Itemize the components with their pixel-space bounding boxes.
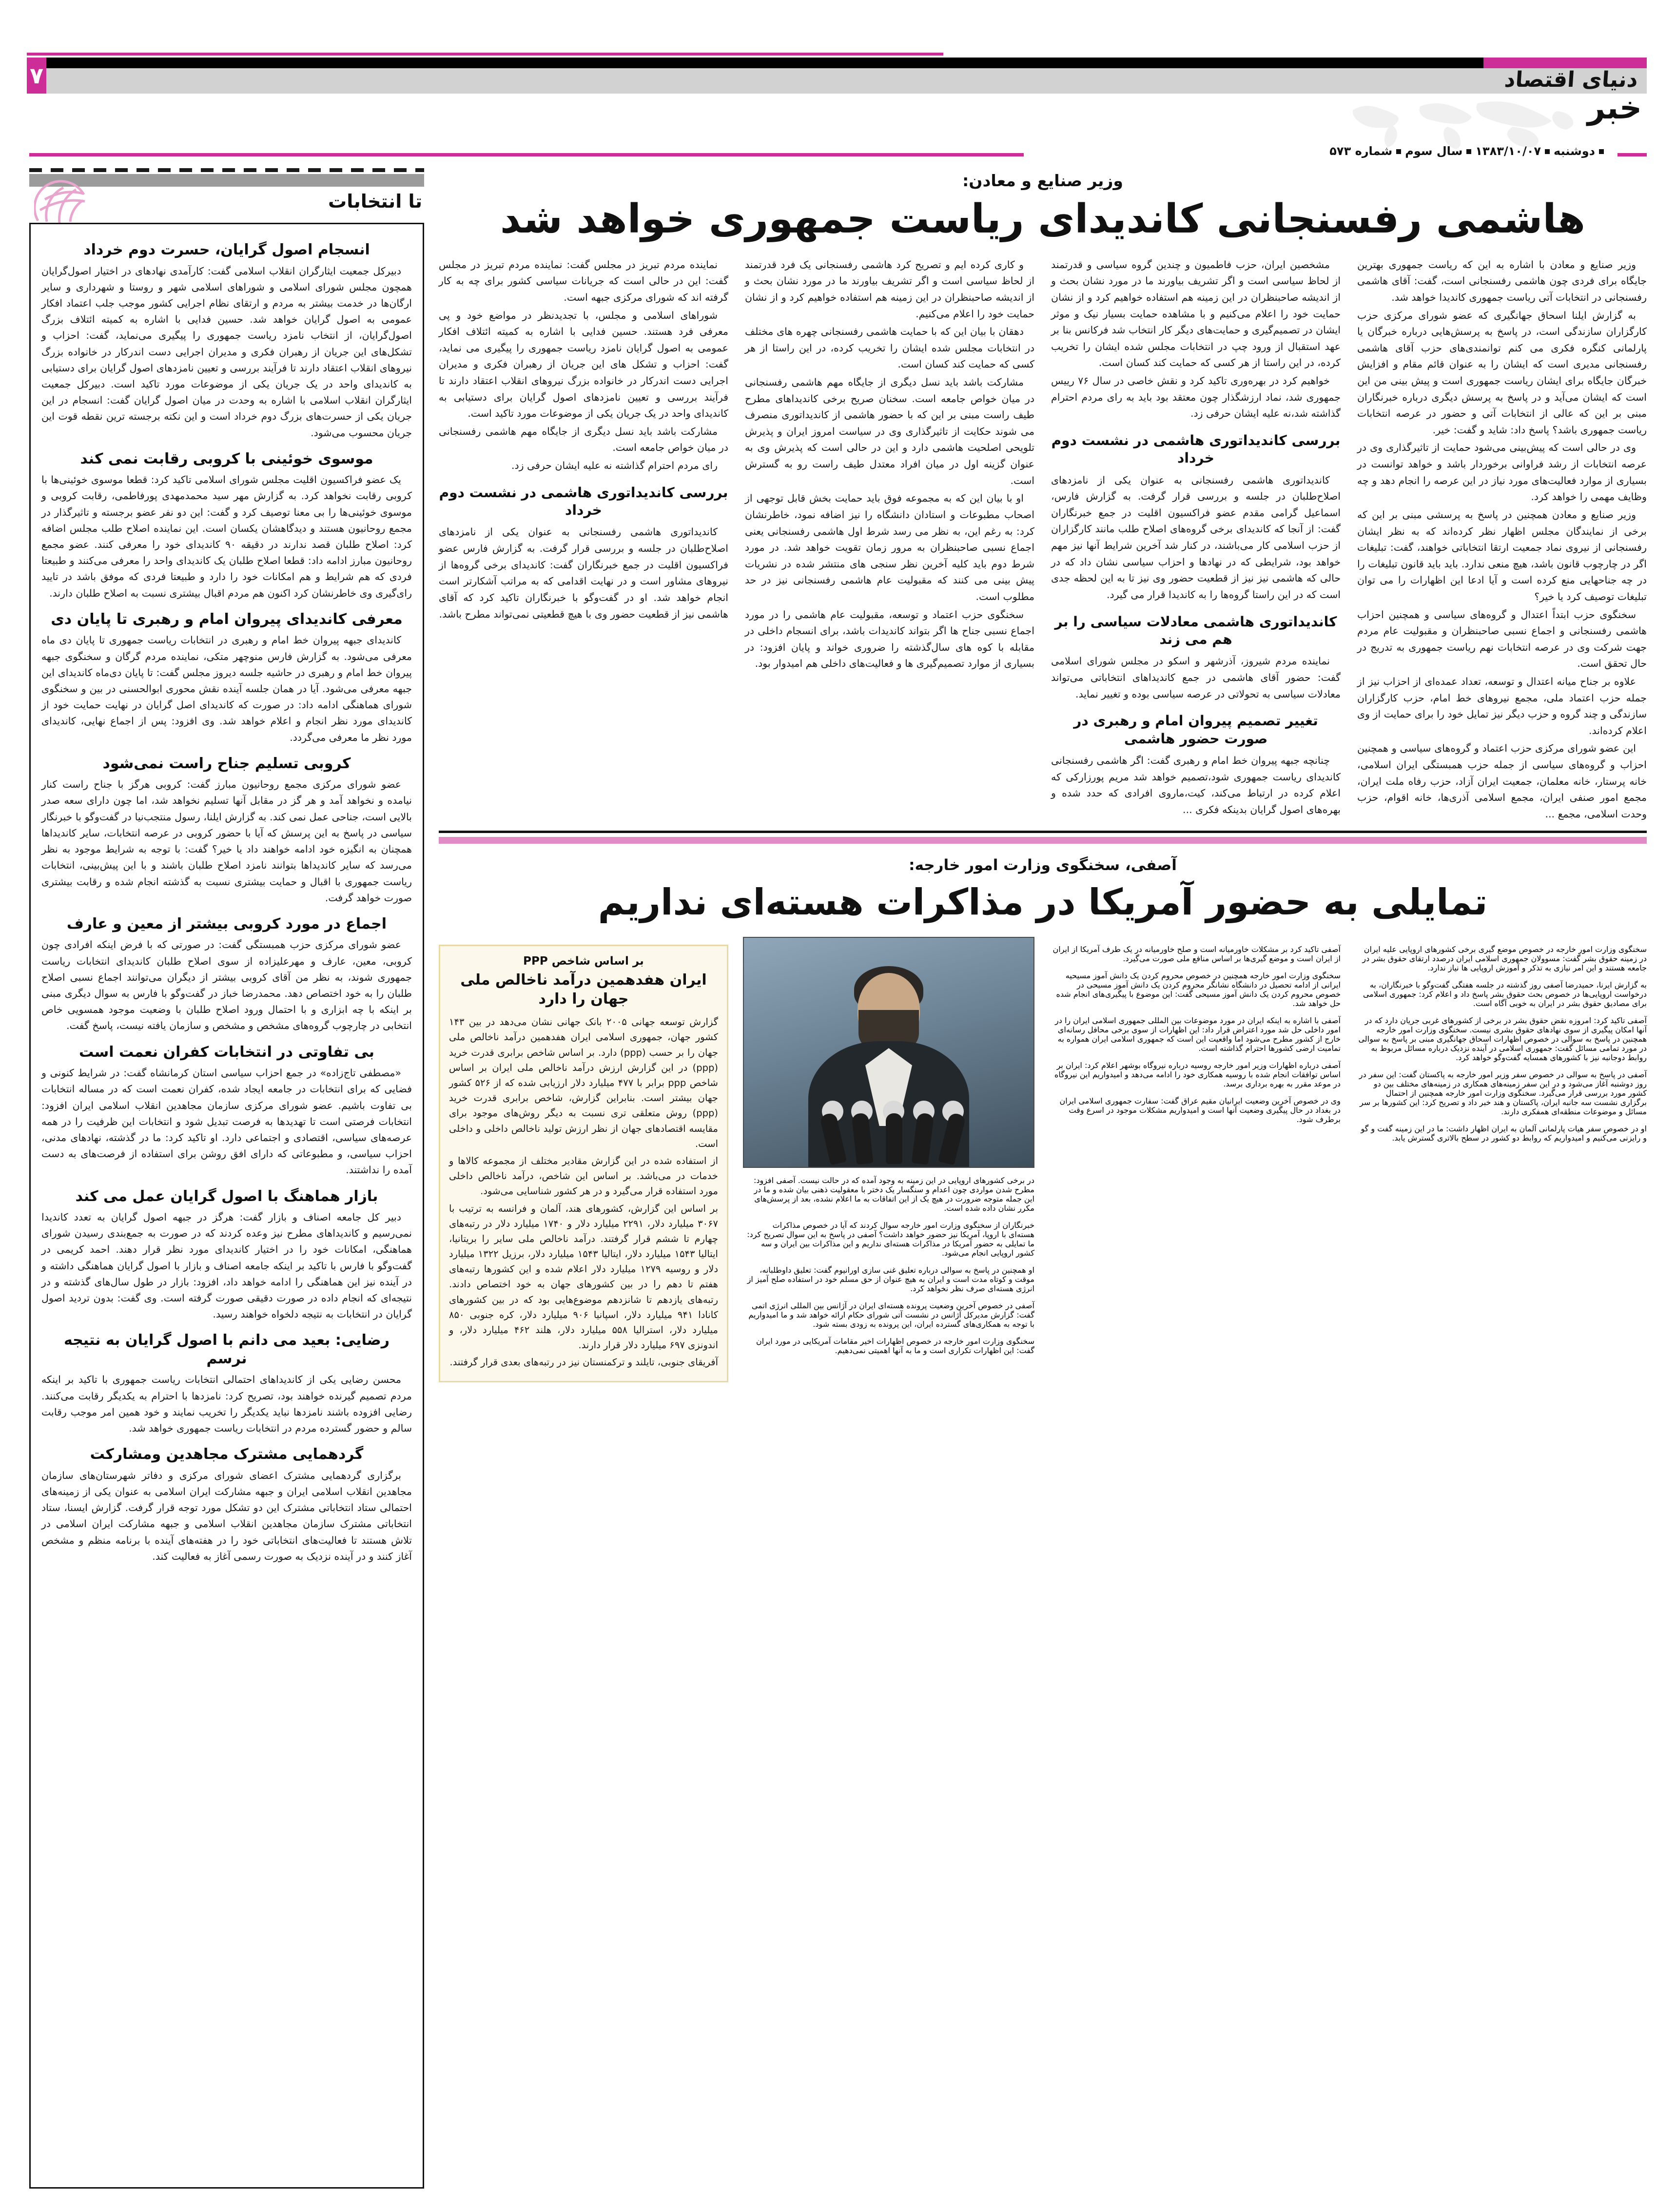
dateline-date: ۱۳۸۳/۱۰/۰۷ (1475, 144, 1541, 158)
sidebar-article-body: محسن رضایی یکی از کاندیداهای احتمالی انتخابات ریاست جمهوری با تاکید بر اینکه مردم تصمیم گیرنده خواهند بود، تصریح کرد: نامزدها با احترام به یکدیگر رقابت می‌کنند. رضایی افزوده باشند نامزدها نباید یکدیگر را تخریب نمایند و خود همین امر موجب رقابت سالم و حضور گسترده مردم در انتخابات ریاست جمهوری خواهد شد. (41, 1374, 412, 1435)
paragraph: سخنگوی وزارت امور خارجه در خصوص موضع گیری برخی کشورهای اروپایی علیه ایران در زمینه حقوق بشر گفت: مسوولان جمهوری اسلامی ایران درصدد ارتقای حقوق بشر در جامعه هستند و این امر نیازی به تذکر و آموزش اروپایی ها نیاز ندارد. (1362, 945, 1647, 973)
masthead-black-bar (29, 58, 1483, 68)
paragraph: وزیر صنایع و معادن همچنین در پاسخ به پرسشی مبنی بر این که برخی از نمایندگان مجلس اظهار نظر کرده‌اند که به نظر ایشان رفسنجانی از نیروی نماد جمعیت ارتقا انتخاباتی خواهند، گفت: تبلیغات اگر در چارچوب قانون باشد، هیچ منعی ندارد. باید باید قانون تبلیغات را در چه جناحهایی منع کرده است و آیا ادعا این اظهارات را می توان تبلیغات توصیف کرد یا خیر؟ (1357, 508, 1647, 602)
paragraph: نماینده مردم تبریز در مجلس گفت: نماینده مردم تبریز در مجلس گفت: این در حالی است که جریانات سیاسی کشور برای چه به کار گرفته اند که شورای مرکزی جبهه است. (439, 258, 728, 303)
sidebar-article-body: عضو شورای مرکزی حزب همبستگی گفت: در صورتی که با فرض اینکه افرادی چون کروبی، معین، عارف و مهرعلیزاده از سوی اصلاح طلبان کاندیدای انتخابات ریاست جمهوری شوند، به نظر من آقای کروبی بیشتر از دیگران می‌توانند اجماع نسبی اصلاح طلبان را به خود اختصاص دهد. محمدرضا خباز در گفت‌وگو با فارس به سوال دیگری مبنی بر اینکه با چه ابزاری و با احتمال ورود اصلاح طلبان با وضعیت موجود همسویی خاص انتخابی در چارچوب گروه‌های مشخص و مشخص و سازمان یافته نیست، پاسخ گفت. (41, 939, 412, 1032)
main-content (439, 168, 1647, 2193)
paragraph: آفریقای جنوبی، تایلند و ترکمنستان نیز در رتبه‌های بعدی قرار گرفتند. (449, 1357, 718, 1368)
secondary-column-1 (1357, 937, 1647, 1382)
paragraph: وزیر صنایع و معادن با اشاره به این که ریاست جمهوری بهترین جایگاه برای فردی چون هاشمی رفسنجانی است، گفت: آقای هاشمی رفسنجانی در انتخابات آتی ریاست جمهوری کاندیدا خواهد شد. (1357, 258, 1647, 303)
paragraph: آصفی با اشاره به اینکه ایران در مورد موضوعات بین المللی جمهوری اسلامی ایران را در امور داخلی حل شد مورد اعتراض قرار داد: این اظهارات از سوی برخی محافل رسانه‌ای خارج از کشور مطرح می‌شود اما واقعیت این است که جمهوری اسلامی ایران همواره به تمامیت ارضی کشورها احترام گذاشته است. (1055, 1016, 1341, 1053)
dateline-rule-left (29, 153, 1024, 156)
sidebar-title: تا انتخابات (328, 191, 422, 212)
story-separator-accent (439, 837, 1647, 844)
sidebar-article[interactable] (41, 1445, 412, 1565)
page-section-title: خبر (1587, 90, 1642, 126)
lead-subhead: بررسی کاندیداتوری هاشمی در نشست دوم خرداد (439, 484, 728, 519)
sidebar-article-headline: معرفی کاندیدای پیروان امام و رهبری تا پایان دی (51, 610, 403, 628)
masthead-grey-bar (29, 68, 1647, 94)
sidebar-article-headline: بی تفاوتی در انتخابات کفران نعمت است (79, 1043, 374, 1061)
sidebar-article-body: عضو شورای مرکزی مجمع روحانیون مبارز گفت: کروبی هرگز با جناح راست کنار نیامده و نخواهد آمد و هر گز در مقابل آنها تسلیم نخواهد شد، اما چون دارای سعه صدر بالایی است، جناحی عمل نمی کند. به گزارش ایلنا، رسول منتجب‌نیا در گفت‌وگو با خبرنگار سیاسی در پاسخ به این پرسش که آیا با حضور کروبی در عرصه انتخابات، سایر کاندیداها همچنان به انگیزه خود ادامه خواهند داد یا خیر؟ گفت: با توجه به شرایط موجود به نظر می‌رسد که سایر کاندیداها بتوانند نامزد اصلاح طلبان باشند و با این پیش‌بینی، انتخابات ریاست جمهوری با اقبال و حمایت بیشتری نسبت به گذشته انجام شده و رقابت بیشتری صورت خواهد گرفت. (41, 778, 412, 904)
paragraph: آصفی تاکید کرد: امروزه نقض حقوق بشر در برخی از کشورهای غربی جریان دارد که در آنها امکان پیگیری از سوی نهادهای حقوق بشری نیست. سخنگوی وزارت امور خارجه همچنین در پاسخ به سوالی در خصوص اظهارات اسحاق جهانگیری مبنی بر پاسخ به سوالی در مورد تمامی مسائل گفت: جمهوری اسلامی در آینده نزدیک درباره مسائل مربوط به روابط دوجانبه نیز با کشورهای همسایه گفت‌وگو خواهد کرد. (1358, 1016, 1647, 1063)
masthead-accent-bar (1483, 58, 1647, 68)
sidebar-article[interactable] (41, 1043, 412, 1179)
paragraph: آصفی در پاسخ به سوالی در خصوص سفر وزیر امور خارجه به پاکستان گفت: این سفر در روز دوشنبه آغاز می‌شود و در این سفر زمینه‌های همکاری در زمینه‌های مختلف بین دو کشور مورد بررسی قرار می‌گیرد. سخنگوی وزارت امور خارجه همچنین از احتمال برگزاری نشست سه جانبه ایران، پاکستان و هند خبر داد و تصریح کرد: این کشورها بر سر مسائل و موضوعات منطقه‌ای همفکری دارند. (1359, 1070, 1647, 1117)
page-body (29, 168, 1647, 2193)
paragraph: سخنگوی حزب ابتداً اعتدال و گروه‌های سیاسی و همچنین احزاب هاشمی رفسنجانی و اجماع نسبی صاحبنظران و مقبولیت عام مردم جهت شرکت وی در عرصه انتخابات نهم ریاست جمهوری به تدریج در حال تحقق است. (1357, 608, 1647, 670)
paragraph: خبرنگاران از سخنگوی وزارت امور خارجه سوال کردند که آیا در خصوص مذاکرات هسته‌ای با اروپا، آمریکا نیز حضور خواهد داشت؟ آصفی در پاسخ به این سوال تصریح کرد: ما تمایلی به حضور آمریکا در مذاکرات هسته‌ای نداریم و این مذاکرات بین ایران و سه کشور اروپایی انجام می‌شود. (747, 1221, 1034, 1258)
lead-column-2 (1051, 257, 1341, 824)
paragraph: کاندیداتوری هاشمی رفسنجانی به عنوان یکی از نامزدهای اصلاح‌طلبان در جلسه و بررسی قرار گرفت. به گزارش فارس، اسماعیل گرامی مقدم عضو فراکسیون اقلیت در جمع خبرنگاران گفت: از آنجا که کاندیدای برخی گروه‌های اصلاح طلب مانند کارگزاران از حزب اسلامی کار می‌باشند، در کنار شد آخرین شرایط آنها نیز مهم خواهد بود، شرایطی که در نهادها و احزاب سیاسی نشان داد که در حالی که هاشمی نیز نیز از قطعیت حضور وی نیز تا به این لحظه جدی است که در این راستا گروه‌ها را به کاندیدا قرار می گیرد. (1051, 474, 1341, 601)
paragraph: نماینده مردم شیروز، آذرشهر و اسکو در مجلس شورای اسلامی گفت: حضور آقای هاشمی در جمع کاندیداهای انتخاباتی می‌تواند معادلات سیاسی به تحولاتی در عرصه سیاسی بوده و تغییر نماید. (1051, 655, 1341, 700)
lead-story-kicker: وزیر صنایع و معادن: (962, 171, 1123, 190)
paragraph: او با بیان این که به مجموعه فوق باید حمایت بخش قابل توجهی از اصحاب مطبوعات و استادان دانشگاه را نیز اضافه نمود، خاطرنشان کرد: به رغم این، به نظر می رسد شرط اول هاشمی رفسنجانی یعنی اجماع نسبی صاحبنظران به مرور زمان تقویت خواهد شد. در مورد شرط دوم باید کلیه آخرین نظر سنجی های منتشر شده در نشریات پیش بینی می کنند که مقبولیت عام هاشمی رفسنجانی نیز در حد مطلوب است. (745, 492, 1034, 602)
lead-column-3 (745, 257, 1034, 824)
boxed-article-headline: ایران هفدهمین درآمد ناخالص ملی جهان را دارد (460, 971, 707, 1008)
dateline (29, 146, 1647, 161)
paragraph: دهقان با بیان این که با حمایت هاشمی رفسنجانی چهره های مختلف در انتخابات مجلس شده ایشان را تخریب کرده، در این راستا از هر کسی که حمایت کند کسان است. (745, 326, 1034, 370)
page-number: ۷ (29, 62, 44, 89)
secondary-story-columns (439, 937, 1647, 1382)
secondary-story[interactable] (439, 856, 1647, 1382)
sidebar-dashed-rule (29, 168, 424, 172)
paragraph: سخنگوی حزب اعتماد و توسعه، مقبولیت عام هاشمی را در مورد اجماع نسبی جناح ها اگر بتواند کاندیدات باشد، برای انسجام داخلی در مقابله با کوه های سال‌گذشته را ضروری خواند و پایان افزود: در بسیاری از موارد تصمیم‌گیری ها و فعالیت‌های داخلی هم امیدوار بود. (745, 608, 1034, 670)
boxed-article[interactable] (439, 945, 728, 1382)
press-conference-photo (743, 937, 1034, 1168)
paragraph: آصفی در خصوص آخرین وضعیت پرونده هسته‌ای ایران در آژانس بین المللی انرژی اتمی گفت: گزارش مدیرکل آژانس در نشست آتی شورای حکام ارائه خواهد شد و ما امیدواریم با توجه به همکاری‌های گسترده ایران، این پرونده به زودی بسته شود. (748, 1301, 1034, 1329)
dateline-day: دوشنبه (1554, 144, 1595, 158)
paragraph: بر اساس این گزارش، کشورهای هند، آلمان و فرانسه به ترتیب با ۳۰۶۷ میلیارد دلار، ۲۲۹۱ میلیارد دلار و ۱۷۴۰ میلیارد دلار در رتبه‌های چهارم تا ششم قرار گرفتند. درآمد ناخالص ملی سایر را بریتانیا، ایتالیا ۱۵۴۳ میلیارد دلار، ایتالیا ۱۵۴۳ میلیارد دلار، برزیل ۱۳۲۲ میلیارد دلار و روسیه ۱۲۷۹ میلیارد دلار اعلام شده و این کشورها رتبه‌های هفتم تا دهم را در بین کشورهای جهان به خود اختصاص دادند. رتبه‌های یازدهم تا شانزدهم موضوع‌هایی بود که در بین کشورهای کانادا ۹۴۱ میلیارد دلار، اسپانیا ۹۰۶ میلیارد دلار، کره جنوبی ۸۵۰ میلیارد دلار، استرالیا ۵۵۸ میلیارد دلار، هلند ۴۶۲ میلیارد دلار، و اندونزی ۶۹۷ میلیارد دلار قرار دارند. (449, 1203, 719, 1351)
secondary-column-4 (439, 937, 728, 1382)
paragraph: به گزارش ایلنا اسحاق جهانگیری که عضو شورای مرکزی حزب کارگزاران سازندگی است، در پاسخ به پرسش‌هایی درباره خبرگان یا پارلمانی کنگره فکری می کنم توانمندی‌های حزب آقای هاشمی رفسنجانی مدیری است که ایشان را به عنوان قائم مقام و افزایش خبرگان جایگاه برای ایشان ریاست جمهوری است و پیش بینی من این است که ایشان می‌آید و در پاسخ به پرسش دیگری درباره خبرنگاران مبنی بر این که عالی از انتخابات آتی و حضور در عرصه انتخابات ریاست جمهوری باشد؟ پاسخ داد: شاید و گفت: خیر. (1357, 309, 1647, 436)
dateline-rule-right (1618, 153, 1647, 156)
sidebar-article-headline: رضایی: بعید می دانم با اصول گرایان به نتیجه نرسم (63, 1332, 390, 1367)
sidebar-article-body: دبیرکل جمعیت ایثارگران انقلاب اسلامی گفت: کارآمدی نهادهای در اختیار اصول‌گرایان همچون مجلس شورای اسلامی و شوراهای اسلامی شهر و روستا و شهرداری و سایر ارگان‌ها در خدمت بیشتر به مردم و ارتقای نظام اجرایی کشور موجب جلب اعتماد افکار عمومی به اصول گرایان خواهد شد. حسین فدایی با اشاره به کمیته ائتلاف بزرگ اصول‌گرایان، از انتخاب نامزد ریاست جمهوری را پیگیری می‌نماید، گفت: احزاب و تشکل‌های این جریان از رهبران فکری و مدیران اجرایی دست اندرکار در خانواده بزرگ نیروهای انقلاب اعتقاد دارند تا فرآیند بررسی و تعیین نامزدهای اصول گرایان برای دستیابی به کاندیدای واحد در یک جریان یکی از موضوعات مورد تاکید است. دبیرکل جمعیت ایثارگران انقلاب اسلامی با اشاره به وحدت در میان اصول گرایان گفت: انسجام در این جریان یکی از حسرت‌های بزرگ دوم خرداد است و این نکته برجسته ترین نقطه قوت این جریان محسوب می‌شود. (41, 265, 412, 439)
paragraph: گزارش توسعه جهانی ۲۰۰۵ بانک جهانی نشان می‌دهد در بین ۱۴۳ کشور جهان، جمهوری اسلامی ایران هفدهمین درآمد ناخالص ملی جهان را بر حسب (ppp) دارد. بر اساس شاخص برابری قدرت خرید (ppp) در این گزارش ارزش درآمد ناخالص ملی ایران بر اساس شاخص ppp برابر با ۴۷۷ میلیارد دلار ارزیابی شده که از ۵۲۶ کشور جهان بیشتر است. بنابراین گزارش، شاخص برابری قدرت خرید (ppp) روش متعلقی تری نسبت به دیگر روش‌های موجود برای مقایسه اقتصادهای جهان از نظر ارزش تولید ناخالص داخلی و داخلی است. (449, 1016, 719, 1149)
paragraph: او در خصوص سفر هیات پارلمانی آلمان به ایران اظهار داشت: ما در این زمینه گفت و گو و رایزنی می‌کنیم و امیدواریم که روابط دو کشور در سطح بالاتری گسترش یابد. (1361, 1124, 1647, 1143)
sidebar-article[interactable] (41, 915, 412, 1034)
paragraph: به گزارش ایرنا، حمیدرضا آصفی روز گذشته در جلسه هفتگی گفت‌وگو با خبرنگاران، به درخواست اروپایی‌ها در خصوص بحث حقوق بشر پاسخ داد و اعلام کرد: جمهوری اسلامی برای مصادیق حقوق بشر در ایران به خوبی آگاه است. (1363, 980, 1647, 1009)
secondary-column-2 (1051, 937, 1341, 1382)
dateline-year: سال سوم (1405, 144, 1463, 158)
lead-column-1 (1357, 257, 1647, 824)
sidebar-article[interactable] (41, 241, 412, 441)
paragraph: خواهیم کرد در بهره‌وری تاکید کرد و نقش خاصی در سال ۷۶ رییس جمهوری شد، نماد ارزشگذار چون معتقد بود باید به رای مردم احترام گذاشته شد،نه علیه ایشان حرفی زد. (1051, 375, 1341, 420)
sidebar-article-body: یک عضو فراکسیون اقلیت مجلس شورای اسلامی تاکید کرد: قطعا موسوی خوئینی‌ها با کروبی رقابت نخواهد کرد. به گزارش مهر سید محمدمهدی پورفاطمی، رقابت کروبی و موسوی خوئینی‌ها را بی معنا توصیف کرد و گفت: این دو نفر عضو برجسته و تاثیرگذار در مجمع روحانیون هستند و دیدگاهشان یکسان است. این نماینده اصلاح طلب مجلس اضافه کرد: اصلاح طلبان قصد ندارند در دقیقه ۹۰ کاندیدای خود را معرفی کنند. عضو مجمع روحانیون مبارز ادامه داد: قطعا اصلاح طلبان یک کاندیدای واحد را معرفی می‌کنند و طبیعتا فردی که هم شرایط و هم امکانات خود را دارد و طبیعتا فردی که موفق باشد در تایید رای‌گیری وی خاطرنشان کرد اکنون هم مردم اقبال بیشتری نسبت به اصلاح طلبان دارند. (41, 474, 412, 599)
sidebar-article[interactable] (41, 755, 412, 906)
paragraph: رای مردم احترام گذاشته نه علیه ایشان حرفی زد. (511, 460, 718, 472)
paragraph: از استفاده شده در این گزارش مقادیر مختلف از مجموعه کالاها و خدمات در می‌باشد. بر اساس این شاخص، درآمد ناخالص داخلی مورد استفاده قرار می‌گیرد و در هر کشور شناسایی می‌شود. (449, 1155, 718, 1197)
paragraph: آصفی درباره اظهارات وزیر امور خارجه روسیه درباره نیروگاه بوشهر اعلام کرد: ایران بر اساس توافقات انجام شده با روسیه همکاری خود را ادامه می‌دهد و امیدواریم این نیروگاه در موعد مقرر به بهره برداری برسد. (1054, 1061, 1341, 1089)
lead-story-columns (439, 257, 1647, 824)
masthead (0, 58, 1676, 99)
paragraph: سخنگوی وزارت امور خارجه در خصوص اظهارات اخیر مقامات آمریکایی در مورد ایران گفت: این اظهارات تکراری است و ما به آنها اهمیتی نمی‌دهیم. (756, 1337, 1034, 1356)
sidebar-article[interactable] (41, 1187, 412, 1323)
lead-subhead: کاندیداتوری هاشمی معادلات سیاسی را بر هم می زند (1054, 613, 1337, 647)
dateline-issue: شماره ۵۷۳ (1329, 144, 1393, 158)
sidebar-article[interactable] (41, 450, 412, 602)
paragraph: این عضو شورای مرکزی حزب اعتماد و گروه‌های سیاسی و همچنین احزاب و گروه‌های سیاسی از جمله حزب همبستگی ایران اسلامی، خانه پرستار، خانه معلمان، جمعیت ایران آزاد، حزب رفاه ملت ایران، مجمع امور صنفی ایران، مجمع اسلامی آذری‌ها، خانه اقوام، حزب وحدت اسلامی، مجمع ... (1357, 742, 1647, 820)
lead-column-4 (439, 257, 728, 824)
sidebar-elections (29, 168, 424, 2193)
sidebar-article-headline: موسوی خوئینی با کروبی رقابت نمی کند (80, 450, 373, 467)
paragraph: علاوه بر جناح میانه اعتدال و توسعه، تعداد عمده‌ای از احزاب نیز از جمله حزب اعتماد ملی، مجمع نیروهای خط امام، حزب کارگزاران سازندگی و چند گروه و حزب دیگر نیز تمایل خود را برای حمایت از وی اعلام کرده‌اند. (1357, 675, 1647, 737)
paragraph: کاندیداتوری هاشمی رفسنجانی به عنوان یکی از نامزدهای اصلاح‌طلبان در جلسه و بررسی قرار گرفت. به گزارش فارس عضو فراکسیون اقلیت در جمع خبرنگاران گفت: کاندیدای برخی گروه‌ها از نیروهای مشاور است و در نهایت اقدامی که به مراتب آشکارتر است انجام خواهد شد. او در گفت‌وگو با خبرنگاران تاکید کرد که آقای هاشمی نیز از قطعیت حضور وی با هیچ قطعیتی نمی‌تواند مطرح باشد. (439, 526, 728, 620)
paragraph: مشخصین ایران، حزب فاطمیون و چندین گروه سیاسی و قدرتمند از لحاظ سیاسی است و اگر تشریف بیاورند ما در مورد نشان بحث و از اندیشه صاحبنظران در این زمینه هم استفاده خواهیم کرد و از نشان حمایت خود را اعلام می‌کنیم و با مشاهده حمایت بسیار نیک و موثر ایشان در تصمیم‌گیری و حمایت‌های دیگر کار انتخاب شد فرکانس بنا بر عهد استقبال از ورود چپ در انتخابات مجلس شده ایشان را تخریب کرده، در این راستا از هر کسی که حمایت کند کسان است. (1051, 258, 1341, 369)
page-number-badge (27, 58, 46, 94)
paragraph: شوراهای اسلامی و مجلس، با تجدیدنظر در مواضع خود و پی معرفی فرد هستند. حسین فدایی با اشاره به کمیته ائتلاف افکار عمومی به اصول گرایان نامزد ریاست جمهوری را پیگیری می نماید، گفت: احزاب و تشکل های این جریان از رهبران فکری و مدیران اجرایی دست اندرکار در خانواده بزرگ نیروهای انقلاب اعتقاد دارند تا فرآیند بررسی و تعیین نامزدهای اصول گرایان برای دستیابی به کاندیدای واحد در یک جریان یکی از موضوعات مورد تاکید است. (439, 309, 728, 420)
sidebar-article-body: برگزاری گردهمایی مشترک اعضای شورای مرکزی و دفاتر شهرستان‌های سازمان مجاهدین انقلاب اسلامی ایران و جبهه مشارکت ایران اسلامی به عنوان یکی از زمینه‌های احتمالی ستاد انتخاباتی مشترک این دو تشکل مورد توجه قرار گرفت. گزارش ایسنا، ستاد انتخاباتی مشترک سازمان مجاهدین انقلاب اسلامی و جبهه مشارکت ایران اسلامی در تلاش هستند تا فعالیت‌های انتخاباتی خود را در هفته‌های آینده با برنامه منظم و مشخص آغاز کنند و در آینده نزدیک به صورت رسمی آغاز به فعالیت کند. (41, 1469, 412, 1562)
paragraph: مشارکت باشد باید نسل دیگری از جایگاه مهم هاشمی رفسنجانی در میان خواص جامعه است. (439, 425, 728, 454)
sidebar-article-headline: کروبی تسلیم جناح راست نمی‌شود (102, 755, 351, 772)
sidebar-article-headline: اجماع در مورد کروبی بیشتر از معین و عارف (66, 915, 387, 932)
sidebar-article-body: «مصطفی تاج‌زاده» در جمع احزاب سیاسی استان کرمانشاه گفت: در شرایط کنونی و فضایی که برای انتخابات در جامعه ایجاد شده، کفران نعمت است که در مساله انتخابات بی تفاوت باشیم. عضو شورای مرکزی سازمان مجاهدین انقلاب اسلامی ایران افزود: انتخابات فرصتی است تا تهدیدها به فرصت تبدیل شود و انتخابات این ظرفیت را در همه عرصه‌های سیاسی، اقتصادی و اجتماعی دارد. او تاکید کرد: ما در گذشته، نهادهای مدنی، احزاب سیاسی، و مطبوعاتی که دارای افق روشن برای استفاده از فرصت‌های به دست آمده را نداشتند. (41, 1067, 412, 1176)
dateline-text (1329, 144, 1608, 158)
paragraph: مشارکت باشد باید نسل دیگری از جایگاه مهم هاشمی رفسنجانی در میان خواص جامعه است. سخنان صریح برخی کاندیداهای مطرح طیف راست مبنی بر این که با حضور هاشمی از کاندیداتوری منصرف می شوند حکایت از تاثیرگذاری وی در سیاست امروز ایران و پذیرش تلویحی اصلحیت هاشمی دارد و این در حالی است که پذیرش وی به عنوان گزینه اول در میان افراد معتدل طیف راست رو به گسترش است. (745, 376, 1034, 486)
paragraph: وی در خصوص آخرین وضعیت ایرانیان مقیم عراق گفت: سفارت جمهوری اسلامی ایران در بغداد در حال پیگیری وضعیت آنها است و امیدواریم مشکلات موجود در اسرع وقت برطرف شود. (1059, 1096, 1341, 1125)
lead-subhead: بررسی کاندیداتوری هاشمی در نشست دوم خرداد (1051, 432, 1341, 466)
sidebar-article-body: دبیر کل جامعه اصناف و بازار گفت: هرگز در جبهه اصول گرایان به تعدد کاندیدا نمی‌رسیم و کاندیداهای مطرح نیز وعده کردند که در صورت به جمع‌بندی رسیدن شورای هماهنگی، امکانات خود را در اختیار کاندیدای مورد نظر قرار دهند. احمد کریمی در گفت‌وگو با فارس با تاکید بر اینکه جامعه اصناف و بازار با اصول گرایان هماهنگی داشته و در آینده نیز این هماهنگی را ادامه خواهد داد، افزود: بازار در طول سال‌های گذشته و در نتیجه‌ای که انجام داده در صورت دقیقی صورت گرفته است. وی گفت: بدون تردید اصول گرایان در انتخابات به نتیجه دلخواه خواهند رسید. (41, 1211, 412, 1320)
lead-story[interactable] (439, 171, 1647, 833)
world-map-watermark (1347, 97, 1576, 150)
sidebar-article-headline: گردهمایی مشترک مجاهدین ومشارکت (90, 1446, 364, 1463)
sidebar-article-body: کاندیدای جبهه پیروان خط امام و رهبری در انتخابات ریاست جمهوری تا پایان دی ماه معرفی می‌شود. به گزارش فارس منوچهر متکی، نماینده مردم گرگان و سخنگوی جبهه پیروان خط امام و رهبری در حاشیه جلسه دیروز مجلس گفت: تا پایان دی‌ماه کاندیدای این جبهه معرفی می‌شود. آیا در همان جلسه آینده نقش محوری ابوالحسنی در بین و سخنگوی شورای هماهنگی ادامه داد: در صورت که کاندیدای اصل گرایان در نهایت حمایت خود از کاندیدای مورد نظر انجام و اعلام خواهد شد. وی افزود: پس از اجماع نهایی، کاندیدای مورد نظر ما معرفی می‌گردد. (41, 634, 412, 743)
paragraph: آصفی تاکید کرد بر مشکلات خاورمیانه است و صلح خاورمیانه در یک طرف آمریکا از ایران از ایران است و موضع گیری‌ها بر اساس منافع ملی صورت می‌گیرد. (1052, 945, 1341, 964)
lead-subhead: تغییر تصمیم پیروان امام و رهبری در صورت حضور هاشمی (1073, 713, 1318, 747)
sidebar-article-headline: بازار هماهنگ با اصول گرایان عمل می کند (75, 1187, 378, 1205)
sidebar-article[interactable] (41, 1331, 412, 1436)
lead-story-headline: هاشمی رفسنجانی کاندیدای ریاست جمهوری خواهد شد (500, 196, 1586, 242)
sidebar-article-box (29, 223, 424, 2189)
paragraph: و کاری کرده ایم و تصریح کرد هاشمی رفسنجانی یک فرد قدرتمند از لحاظ سیاسی است و اگر تشریف بیاورند ما در مورد نشان بحث و از اندیشه صاحبنظران در این زمینه هم استفاده خواهیم کرد و از نشان حمایت خود را اعلام می‌کنیم. (745, 258, 1034, 320)
globe-icon (34, 180, 88, 225)
paragraph: سخنگوی وزارت امور خارجه همچنین در خصوص محروم کردن یک دانش آموز مسیحیه ایرانی از ادامه تحصیل در دانشگاه نشانگر محروم کردن یک دانش آموز مسیحی در خصوص محروم کردن یک دانش آموز مسیحی گفت: این موضوع با پیگیری‌های انجام شده حل خواهد شد. (1056, 971, 1341, 1009)
boxed-article-kicker: بر اساس شاخص PPP (523, 955, 644, 968)
paragraph: چنانچه جبهه پیروان خط امام و رهبری گفت: اگر هاشمی رفسنجانی کاندیدای ریاست جمهوری شود،تصمیم خواهد شد مریم پورزارکی که اعلام کرده در ارتباط می‌کند، کیت،ماروی افرادی که حدد شده و بهره‌های اصول گرایان بدینکه فکری ... (1051, 754, 1341, 815)
secondary-column-3 (745, 937, 1034, 1382)
paragraph: در برخی کشورهای اروپایی در این زمینه به وجود آمده که در حالت نیست. آصفی افزود: مطرح شدن مواردی چون اعدام و سنگسار یک دختر با معقولیت ذهنی بیان شده و ما در این جمله متوجه ضرورت در هیچ یک از این اتفاقات به ما اعلام نشده، بعد از پرسش‌های مکرر نشان داده شده است. (753, 1176, 1034, 1213)
sidebar-grey-rule (29, 174, 424, 187)
sidebar-header (29, 187, 424, 223)
secondary-story-headline: تمایلی به حضور آمریکا در مذاکرات هسته‌ای نداریم (598, 881, 1488, 924)
secondary-story-kicker: آصفی، سخنگوی وزارت امور خارجه: (909, 856, 1177, 874)
brand-logo: دنیای اقتصاد (1503, 67, 1639, 92)
top-accent-rule (27, 53, 943, 56)
paragraph: وی در حالی است که پیش‌بینی می‌شود حمایت از تاثیرگذاری وی در عرصه انتخابات از رشد فراوانی برخوردار باشد و خواهد توانست در بسیاری از موارد فعالیت‌های مورد نیاز در این عرصه را انجام دهد و چه وظایف مهمی را خواهد کرد. (1357, 442, 1647, 503)
paragraph: او همچنین در پاسخ به سوالی درباره تعلیق غنی سازی اورانیوم گفت: تعلیق داوطلبانه، موقت و کوتاه مدت است و ایران به هیچ عنوان از حق مسلم خود در استفاده صلح آمیز از انرژی هسته‌ای صرف نظر نخواهد کرد. (747, 1265, 1034, 1294)
sidebar-article[interactable] (41, 610, 412, 746)
sidebar-article-headline: انسجام اصول گرایان، حسرت دوم خرداد (83, 241, 370, 258)
